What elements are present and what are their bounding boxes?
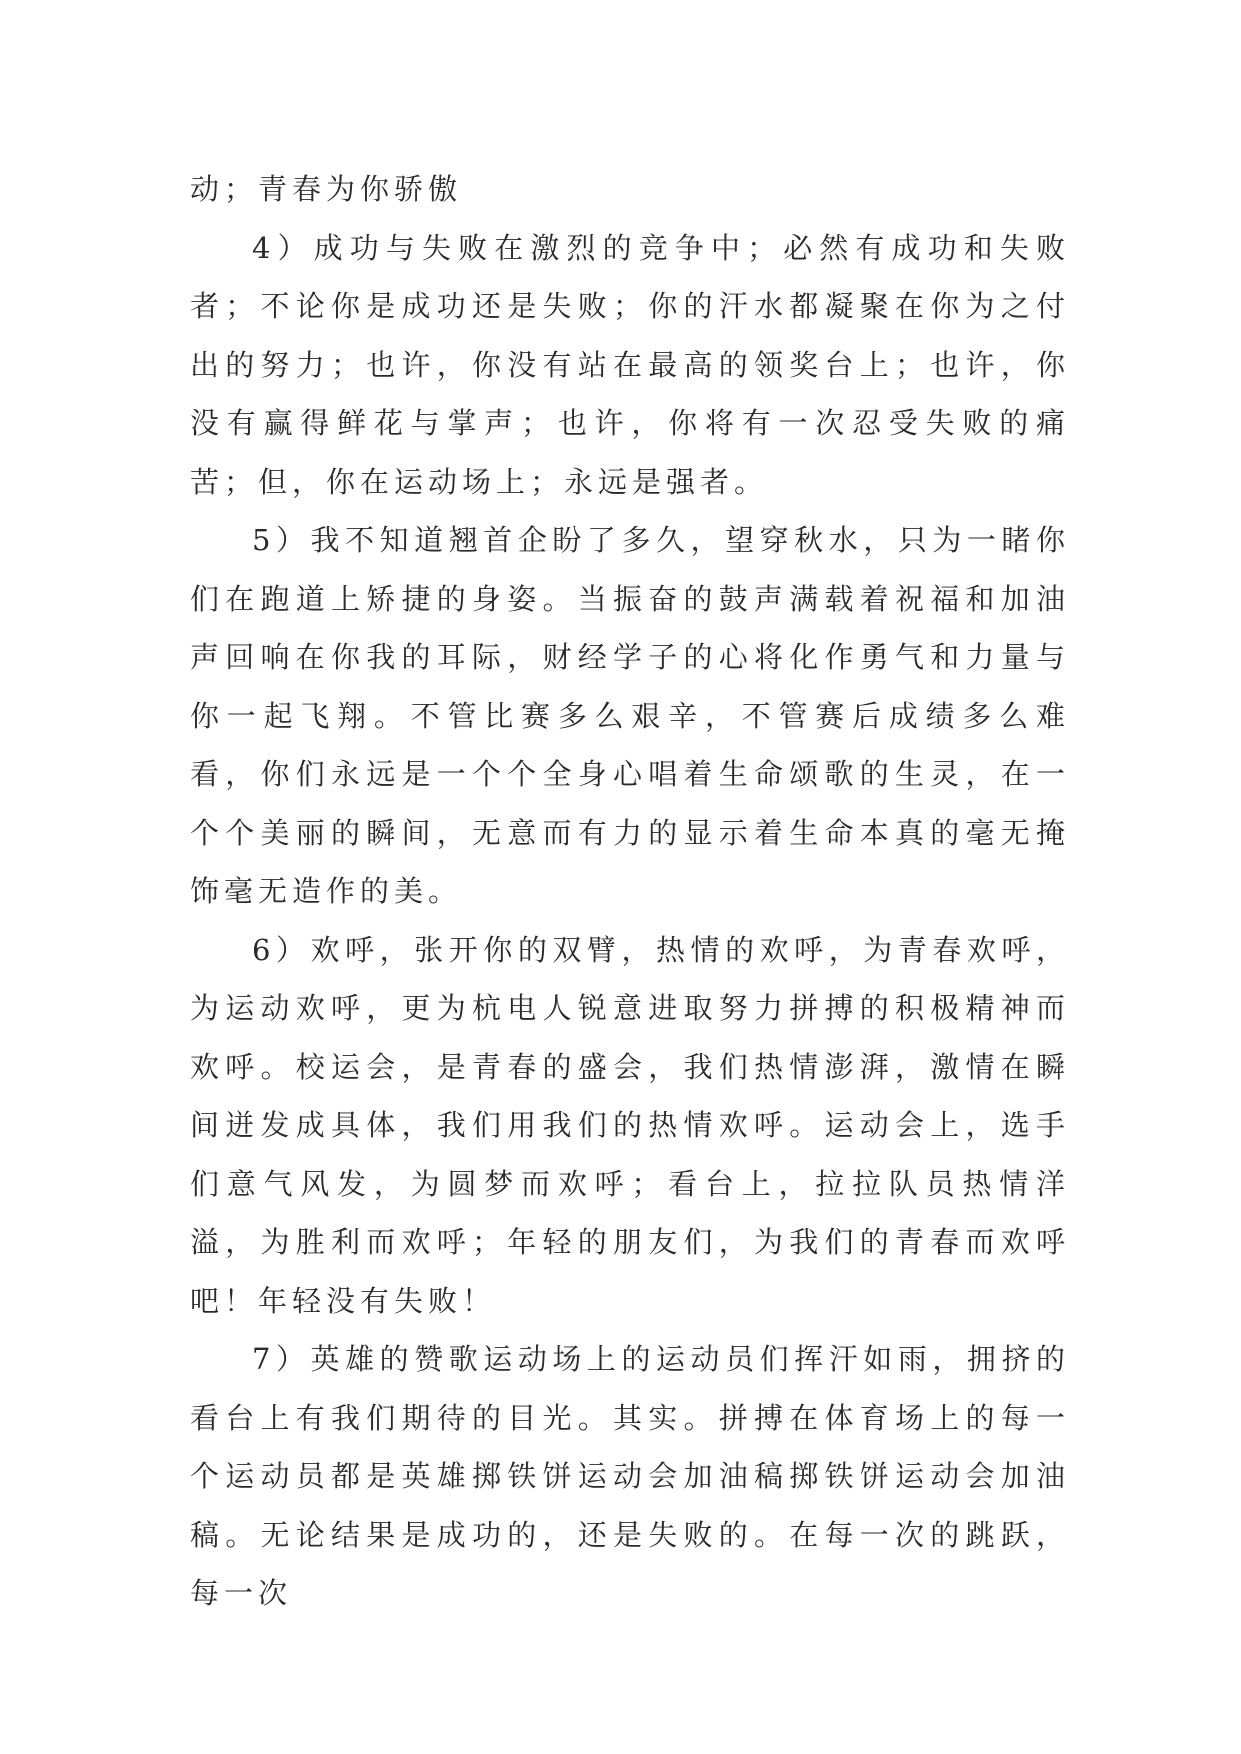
paragraph-continuation: 动；青春为你骄傲 [190,172,463,206]
body-text [190,160,1070,1623]
paragraph-5: 5）我不知道翘首企盼了多久，望穿秋水，只为一睹你们在跑道上矫捷的身姿。当振奋的鼓声满载着祝福和加油声回响在你我的耳际，财经学子的心将化作勇气和力量与你一起飞翔。不管比赛多么艰辛，不管赛后成绩多么难看，你们永远是一个个全身心唱着生命颂歌的生灵，在一个个美丽的瞬间，无意而有力的显示着生命本真的毫无掩饰毫无造作的美。 [190,523,1070,908]
paragraph-6: 6）欢呼，张开你的双臂，热情的欢呼，为青春欢呼，为运动欢呼，更为杭电人锐意进取努力拼搏的积极精神而欢呼。校运会，是青春的盛会，我们热情澎湃，激情在瞬间迸发成具体，我们用我们的热情欢呼。运动会上，选手们意气风发，为圆梦而欢呼；看台上，拉拉队员热情洋溢，为胜利而欢呼；年轻的朋友们，为我们的青春而欢呼吧！年轻没有失败！ [190,932,1070,1318]
paragraph-7: 7）英雄的赞歌运动场上的运动员们挥汗如雨，拥挤的看台上有我们期待的目光。其实。拼搏在体育场上的每一个运动员都是英雄掷铁饼运动会加油稿掷铁饼运动会加油稿。无论结果是成功的，还是失败的。在每一次的跳跃，每一次 [190,1342,1070,1610]
paragraph-4: 4）成功与失败在激烈的竞争中；必然有成功和失败者；不论你是成功还是失败；你的汗水都凝聚在你为之付出的努力；也许，你没有站在最高的领奖台上；也许，你没有赢得鲜花与掌声；也许，你将有一次忍受失败的痛苦；但，你在运动场上；永远是强者。 [190,230,1070,499]
